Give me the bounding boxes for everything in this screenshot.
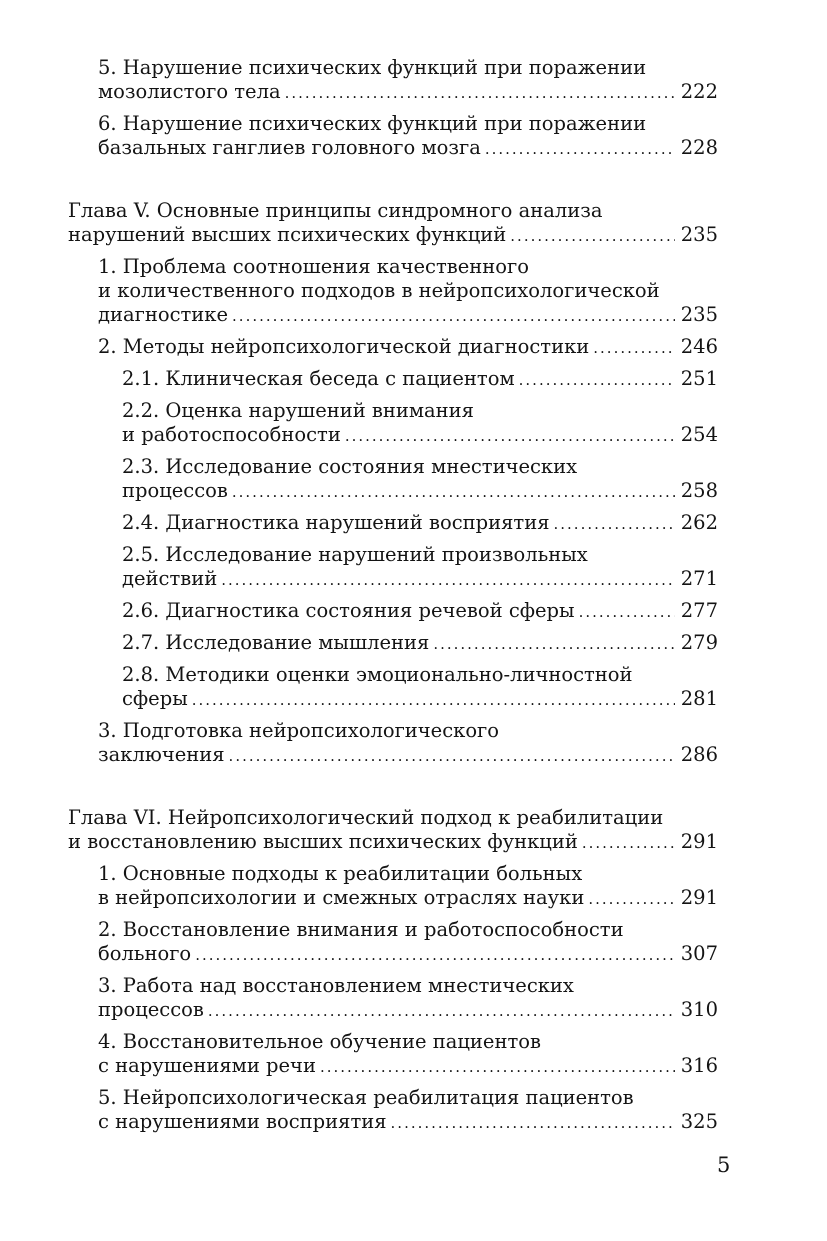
- toc-entry-title-line: и восстановлению высших психических функций: [68, 830, 578, 853]
- toc-entry-page: 310: [680, 998, 718, 1021]
- toc-entry-last-line: [98, 942, 718, 967]
- toc-entry-last-line: [98, 136, 718, 161]
- toc-entry-page: 286: [680, 743, 718, 766]
- toc-entry-last-line: [122, 631, 718, 656]
- toc-entry-title-line: с нарушениями речи: [98, 1054, 316, 1077]
- toc-entry-title-line: 2.2. Оценка нарушений внимания: [122, 399, 474, 422]
- toc-entry-title-line: 2. Восстановление внимания и работоспособности: [98, 918, 624, 941]
- toc-entry-page: 246: [680, 335, 718, 358]
- dot-leader: [485, 137, 675, 161]
- toc-entry: [98, 255, 718, 328]
- toc-entry-page: 271: [680, 567, 718, 590]
- dot-leader: [195, 943, 675, 967]
- toc-entry-title-line: нарушений высших психических функций: [68, 223, 507, 246]
- toc-entry-title-line: диагностике: [98, 303, 229, 326]
- dot-leader: [582, 831, 675, 855]
- toc-entry-title-line: 4. Восстановительное обучение пациентов: [98, 1030, 541, 1053]
- dot-leader: [593, 336, 675, 360]
- toc-entry-title-line: процессов: [122, 479, 228, 502]
- toc-entry-last-line: [98, 1054, 718, 1079]
- toc-entry-title-line: Глава V. Основные принципы синдромного анализа: [68, 199, 603, 222]
- toc-entry-page: 281: [680, 687, 718, 710]
- dot-leader: [208, 999, 675, 1023]
- toc-entry: [98, 335, 718, 360]
- toc-entry-title-line: 5. Нарушение психических функций при поражении: [98, 56, 647, 79]
- toc-entry-last-line: [98, 303, 718, 328]
- dot-leader: [320, 1055, 675, 1079]
- toc-entry: [98, 56, 718, 105]
- dot-leader: [229, 744, 675, 768]
- toc-entry-last-line: [122, 479, 718, 504]
- dot-leader: [221, 568, 675, 592]
- toc-entry-title-line: 2.1. Клиническая беседа с пациентом: [122, 367, 515, 390]
- toc-entry-title-line: 3. Подготовка нейропсихологического: [98, 719, 500, 742]
- toc-entry-last-line: [98, 1110, 718, 1135]
- dot-leader: [519, 368, 675, 392]
- dot-leader: [232, 480, 675, 504]
- toc-entry-title-line: 5. Нейропсихологическая реабилитация пациентов: [98, 1086, 634, 1109]
- toc-entry: [98, 112, 718, 161]
- toc-entry-last-line: [122, 367, 718, 392]
- toc-entry-last-line: [122, 567, 718, 592]
- toc-entry-last-line: [98, 886, 718, 911]
- toc-entry-page: 235: [680, 303, 718, 326]
- toc-entry-title-line: сферы: [122, 687, 188, 710]
- toc-entry-page: 316: [680, 1054, 718, 1077]
- toc-entry-page: 325: [680, 1110, 718, 1133]
- toc-entry-title-line: 1. Основные подходы к реабилитации больных: [98, 862, 583, 885]
- toc-entry-last-line: [98, 335, 718, 360]
- dot-leader: [391, 1111, 675, 1135]
- toc-entry: [122, 543, 718, 592]
- toc-entry-page: 235: [680, 223, 718, 246]
- toc-chapter-entry: [68, 199, 718, 248]
- toc-entry-title-line: мозолистого тела: [98, 80, 281, 103]
- toc-entry-last-line: [98, 80, 718, 105]
- toc-entry-last-line: [122, 511, 718, 536]
- toc-entry-page: 228: [680, 136, 718, 159]
- toc-entry-title-line: Глава VI. Нейропсихологический подход к реабилитации: [68, 806, 664, 829]
- dot-leader: [433, 632, 674, 656]
- toc-entry-page: 291: [680, 830, 718, 853]
- toc-entry-title-line: 2.3. Исследование состояния мнестических: [122, 455, 578, 478]
- toc-entry: [98, 974, 718, 1023]
- toc-entry-last-line: [122, 599, 718, 624]
- toc-entry: [98, 1086, 718, 1135]
- dot-leader: [588, 887, 674, 911]
- toc-entry-last-line: [122, 423, 718, 448]
- toc-entry: [122, 663, 718, 712]
- toc-entry: [98, 862, 718, 911]
- toc-entry-page: 307: [680, 942, 718, 965]
- toc-entry-title-line: 2.8. Методики оценки эмоционально-личностной: [122, 663, 633, 686]
- toc-entry: [122, 631, 718, 656]
- toc-entry-title-line: 6. Нарушение психических функций при поражении: [98, 112, 647, 135]
- toc-entry: [98, 918, 718, 967]
- toc-entry-last-line: [98, 998, 718, 1023]
- dot-leader: [232, 304, 675, 328]
- toc-entry-page: 291: [680, 886, 718, 909]
- toc-entry-title-line: в нейропсихологии и смежных отраслях науки: [98, 886, 585, 909]
- toc-entry-page: 222: [680, 80, 718, 103]
- toc-entry-title-line: с нарушениями восприятия: [98, 1110, 387, 1133]
- toc-entry-page: 254: [680, 423, 718, 446]
- toc-entry-title-line: больного: [98, 942, 192, 965]
- toc-entry-title-line: 2.6. Диагностика состояния речевой сферы: [122, 599, 575, 622]
- toc-entry: [122, 455, 718, 504]
- toc-entry-title-line: действий: [122, 567, 218, 590]
- toc-entry-last-line: [68, 223, 718, 248]
- toc-entry-title-line: заключения: [98, 743, 225, 766]
- toc-entry-title-line: и работоспособности: [122, 423, 341, 446]
- dot-leader: [579, 600, 675, 624]
- toc-entry-last-line: [68, 830, 718, 855]
- toc-entry-title-line: и количественного подходов в нейропсихологической: [98, 279, 660, 302]
- toc-entry-last-line: [122, 687, 718, 712]
- dot-leader: [510, 224, 674, 248]
- toc-entry: [122, 399, 718, 448]
- toc-entry: [98, 719, 718, 768]
- toc-entry-page: 258: [680, 479, 718, 502]
- toc-entry-title-line: 2.4. Диагностика нарушений восприятия: [122, 511, 550, 534]
- toc-entry-title-line: процессов: [98, 998, 204, 1021]
- toc-entry-title-line: 2.5. Исследование нарушений произвольных: [122, 543, 588, 566]
- toc-entry-page: 251: [680, 367, 718, 390]
- toc-entry: [122, 599, 718, 624]
- toc-entry: [122, 367, 718, 392]
- toc-entry-page: 279: [680, 631, 718, 654]
- dot-leader: [192, 688, 675, 712]
- page-number: 5: [717, 1153, 731, 1177]
- toc-entry-title-line: 3. Работа над восстановлением мнестических: [98, 974, 574, 997]
- toc-entry-page: 262: [680, 511, 718, 534]
- toc-entry: [98, 1030, 718, 1079]
- toc-chapter-entry: [68, 806, 718, 855]
- toc-entry-title-line: 1. Проблема соотношения качественного: [98, 255, 529, 278]
- toc-entry-title-line: 2. Методы нейропсихологической диагностики: [98, 335, 590, 358]
- toc-entry-title-line: базальных ганглиев головного мозга: [98, 136, 481, 159]
- toc-entry-page: 277: [680, 599, 718, 622]
- toc-entry-title-line: 2.7. Исследование мышления: [122, 631, 430, 654]
- toc-entry: [122, 511, 718, 536]
- table-of-contents: [68, 56, 718, 1142]
- toc-entry-last-line: [98, 743, 718, 768]
- dot-leader: [554, 512, 675, 536]
- dot-leader: [345, 424, 675, 448]
- dot-leader: [285, 81, 675, 105]
